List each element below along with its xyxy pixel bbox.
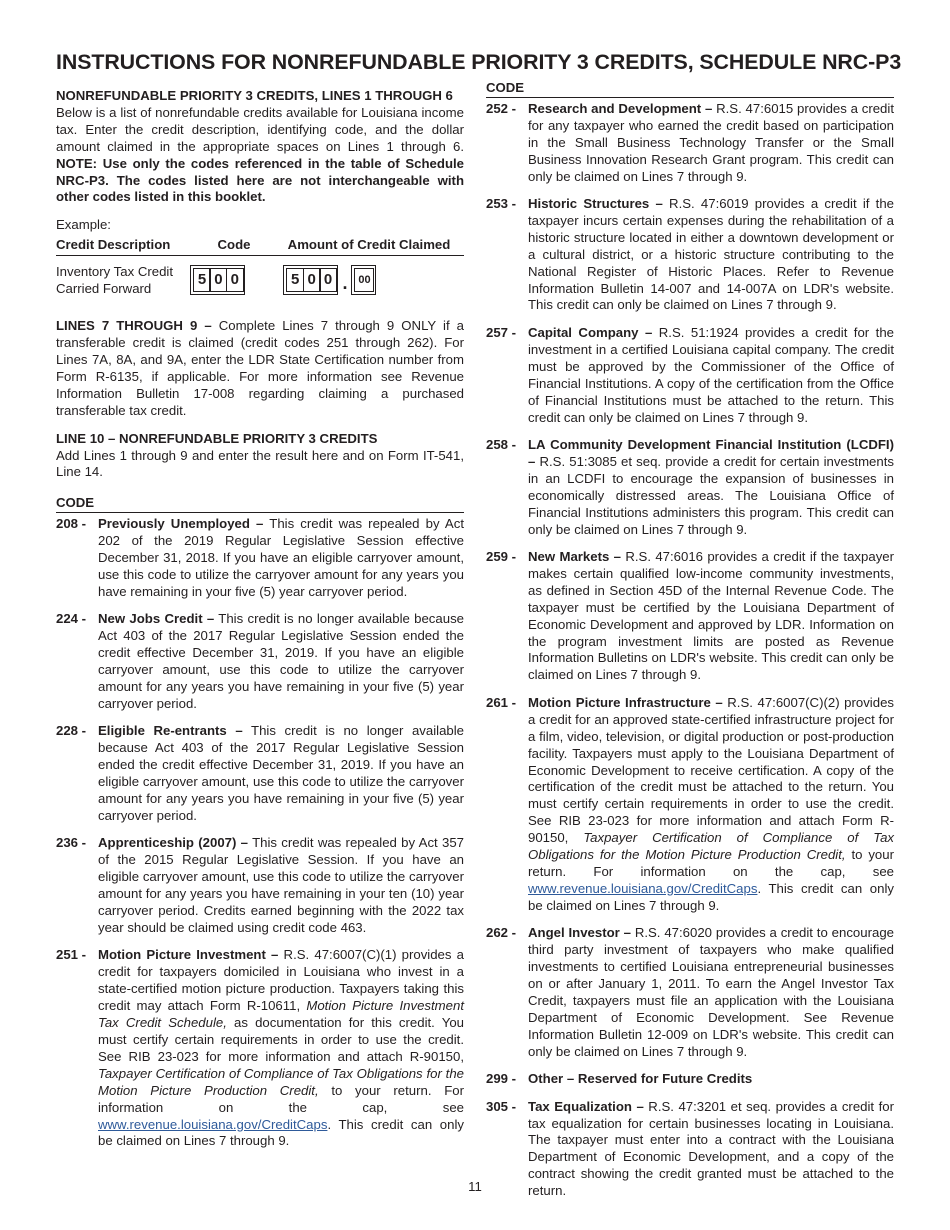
intro-note: NOTE: Use only the codes referenced in the table of Schedule NRC-P3. The codes listed here are not interchangeable with other codes listed in this booklet.: [56, 155, 464, 205]
line-10-text: Add Lines 1 through 9 and enter the result here and on Form IT-541, Line 14.: [56, 447, 464, 480]
code-title: Other – Reserved for Future Credits: [528, 1071, 753, 1087]
example-row: [56, 260, 464, 300]
example-cents-box: [351, 265, 375, 295]
code-text: R.S. 47:6007(C)(2) provides a credit for an approved state-certified infrastructure project for a film, video, television, or digital production or post-production facility. Taxpayers must apply to the Louisiana Department of Economic Development to receive certification. A copy of the certification of the credit must be attached to the return. You must certify certain requirements in order to use the credit. See RIB 23-023 for more information and attach Form R-90150,: [528, 694, 894, 846]
code-number: 305 -: [486, 1098, 517, 1114]
code-text: This credit is no longer available because Act 403 of the 2017 Regular Legislative Session ended the credit effective December 31, 2019. If you have an eligible carryover amount, use this code to utilize the carryover amount for any years you have remaining in your five (5) year carryover period.: [98, 723, 465, 823]
code-heading-right: CODE: [486, 80, 894, 98]
credit-code-261: [486, 695, 894, 915]
form-title: Taxpayer Certification of Compliance of Tax Obligations for the Motion Picture Production Credit,: [98, 1065, 464, 1098]
credit-code-236: [56, 835, 464, 936]
code-title: Previously Unemployed –: [98, 516, 264, 532]
code-title: Apprenticeship (2007) –: [98, 835, 249, 851]
intro-section: [56, 88, 464, 206]
lines-7-9-text: Complete Lines 7 through 9 ONLY if a transferable credit is claimed (credit codes 251 through 262). For Lines 7A, 8A, and 9A, enter the LDR State Certification number from Form R-6135, if applicable. For more information see Revenue Information Bulletin 17-008 regarding claiming a purchased transferable tax credit.: [56, 318, 464, 418]
credit-code-251: [56, 947, 464, 1150]
code-text: R.S. 47:6016 provides a credit if the taxpayer makes certain qualified low-income community investments, as defined in Section 45D of the Internal Revenue Code. The taxpayer must be certified by the Louisiana Department of Economic Development and approved by LDR. Information on the program investment limits are posted as Revenue Information Bulletins on LDR's website. This credit can only be claimed on Lines 7 through 9.: [528, 549, 895, 683]
code-number: 259 -: [486, 549, 517, 565]
line-10-section: [56, 431, 464, 482]
example-description-line2: Carried Forward: [56, 281, 152, 297]
code-number: 262 -: [486, 925, 517, 941]
credit-caps-link[interactable]: www.revenue.louisiana.gov/CreditCaps: [98, 1116, 328, 1132]
left-column: [56, 88, 464, 1161]
amount-digit-box: 5: [286, 268, 304, 292]
code-text: to your return. For information on the cap, see: [528, 847, 894, 879]
code-title: Motion Picture Investment –: [98, 947, 279, 963]
code-title: Historic Structures –: [528, 196, 663, 212]
form-title: Taxpayer Certification of Compliance of Tax Obligations for the Motion Picture Production Credit,: [528, 830, 895, 863]
code-number: 228 -: [56, 723, 87, 739]
code-number: 236 -: [56, 835, 87, 851]
code-digit-box: 0: [226, 268, 244, 292]
code-text: R.S. 47:6019 provides a credit if the taxpayer incurs certain expenses during the rehabilitation of a historic structure located in either a downtown development or a cultural district, or a historic structure contributing to the National Register of Historic Places. Refer to Revenue Information Bulletin 14-007 and 14-007A on LDR's website. This credit can only be claimed on Lines 7 through 9.: [528, 196, 894, 313]
credit-code-262: [486, 925, 894, 1060]
code-text: R.S. 51:3085 et seq. provide a credit for certain investments in an LCDFI to encourage the expansion of businesses in economically distressed areas. The Louisiana Office of Financial Institutions administers this program. This credit can only be claimed on Lines 7 through 9.: [528, 453, 894, 537]
code-text: R.S. 47:6015 provides a credit for any taxpayer who earned the credit based on participation in the Small Business Technology Transfer or the Small Business Innovation Research Grant program. This credit can only be claimed on Lines 7 through 9.: [528, 100, 894, 184]
code-number: 299 -: [486, 1071, 517, 1087]
credit-caps-link[interactable]: www.revenue.louisiana.gov/CreditCaps: [528, 880, 758, 896]
example-col-amount: Amount of Credit Claimed: [287, 237, 451, 253]
code-text: . This credit can only be claimed on Lines 7 through 9.: [528, 880, 894, 913]
amount-digit-box: 0: [319, 268, 337, 292]
code-number: 258 -: [486, 437, 517, 452]
code-text: This credit was repealed by Act 202 of the 2019 Regular Legislative Session effective December 31, 2018. If you have an eligible carryover amount, use this code to utilize the carryover amount for any years you have remaining in your five (5) year carryover period.: [98, 516, 464, 599]
code-title: Research and Development –: [528, 100, 713, 116]
example-header: [56, 237, 464, 256]
code-title: New Markets –: [528, 549, 621, 565]
cents-box: 00: [354, 268, 374, 292]
code-digit-box: 0: [209, 268, 227, 292]
code-number: 257 -: [486, 324, 517, 340]
line-10-heading: LINE 10 – NONREFUNDABLE PRIORITY 3 CREDITS: [56, 430, 378, 446]
code-title: Eligible Re-entrants –: [98, 723, 243, 739]
credit-code-258: [486, 437, 894, 538]
amount-digit-box: 0: [303, 268, 321, 292]
code-text: . This credit can only be claimed on Lines 7 through 9.: [98, 1116, 464, 1149]
credit-code-299: [486, 1071, 894, 1088]
credit-code-257: [486, 325, 894, 426]
lines-7-9-heading: LINES 7 THROUGH 9 –: [56, 318, 212, 334]
code-title: Angel Investor –: [528, 925, 631, 941]
form-title: Motion Picture Investment Tax Credit Schedule,: [98, 998, 464, 1031]
code-number: 251 -: [56, 947, 87, 963]
code-text: This credit was repealed by Act 357 of the 2015 Regular Legislative Session. If you have an eligible carryover amount, use this code to utilize the carryover amount for any years you have remaining in your ten (10) year carryover period. Credits earned beginning with the 2022 tax year should be claimed using credit code 463.: [98, 835, 464, 935]
code-text: R.S. 47:6007(C)(1) provides a credit for taxpayers domiciled in Louisiana who invest in a state-certified motion picture production. Taxpayers taking this credit may attach Form R-10611,: [98, 947, 464, 1014]
right-column: [486, 80, 894, 1211]
code-number: 224 -: [56, 611, 87, 627]
code-text: R.S. 47:6020 provides a credit to encourage third party investment of taxpayers who make qualified investments to certified Louisiana entrepreneurial businesses on or after January 1, 2011. To earn the Angel Investor Tax Credit, taxpayers must file an application with the Louisiana Department of Economic Development. See Revenue Information Bulletin 12-009 on LDR's website. This credit can only be claimed on Lines 7 through 9.: [528, 925, 894, 1059]
code-text: R.S. 51:1924 provides a credit for the investment in a certified Louisiana capital company. The credit must be approved by the Commissioner of the Office of Financial Institutions. A copy of the certification from the Office of Financial Institutions must be attached to the return. This credit can only be claimed on Lines 7 through 9.: [528, 324, 894, 425]
credit-code-252: [486, 101, 894, 186]
example-col-code: Code: [217, 237, 251, 253]
code-title: Tax Equalization –: [528, 1098, 644, 1114]
code-text: This credit is no longer available because Act 403 of the 2017 Regular Legislative Session ended the credit effective December 31, 2019. If you have an eligible carryover amount, use this code to utilize the carryover amount for any years you have remaining in your five (5) year carryover period.: [98, 611, 464, 711]
example-label: Example:: [56, 217, 111, 233]
code-text: as documentation for this credit. You must certify certain requirements in order to use the credit. See RIB 23-023 for more information and attach R-90150,: [98, 1015, 464, 1064]
page-title: INSTRUCTIONS FOR NONREFUNDABLE PRIORITY 3 CREDITS, SCHEDULE NRC-P3: [56, 50, 902, 74]
code-digit-box: 5: [193, 268, 211, 292]
example-col-description: Credit Description: [56, 237, 171, 253]
intro-heading: NONREFUNDABLE PRIORITY 3 CREDITS, LINES 1 THROUGH 6: [56, 88, 453, 103]
credit-code-208: [56, 516, 464, 601]
example-code-boxes: [190, 265, 245, 295]
code-heading-left: CODE: [56, 495, 464, 513]
credit-code-228: [56, 723, 464, 824]
intro-text: Below is a list of nonrefundable credits available for Louisiana income tax. Enter the credit description, identifying code, and the dollar amount claimed in the appropriate spaces on Lines 1 through 6.: [56, 104, 464, 154]
credit-code-253: [486, 196, 894, 314]
code-text: R.S. 47:3201 et seq. provides a credit for tax equalization for certain businesses locating in Louisiana. The taxpayer must enter into a contract with the Louisiana Department of Economic Development, and a copy of the contract showing the credit granted must be attached to the return.: [528, 1098, 894, 1199]
code-title: LA Community Development Financial Institution (LCDFI) –: [528, 437, 894, 469]
code-number: 253 -: [486, 196, 517, 212]
amount-decimal-point: .: [342, 272, 348, 293]
example-description: [56, 263, 190, 297]
page-number: 11: [468, 1179, 482, 1194]
code-title: Motion Picture Infrastructure –: [528, 694, 723, 710]
code-text: to your return. For information on the cap, see: [98, 1082, 465, 1115]
code-number: 261 -: [486, 694, 517, 710]
code-title: New Jobs Credit –: [98, 611, 215, 627]
example-amount-boxes: [283, 265, 338, 295]
code-title: Capital Company –: [528, 324, 653, 340]
code-number: 252 -: [486, 100, 517, 116]
credit-code-259: [486, 549, 894, 684]
lines-7-9-section: [56, 318, 464, 419]
credit-code-224: [56, 611, 464, 712]
code-number: 208 -: [56, 516, 87, 532]
example-description-line1: Inventory Tax Credit: [56, 264, 174, 280]
